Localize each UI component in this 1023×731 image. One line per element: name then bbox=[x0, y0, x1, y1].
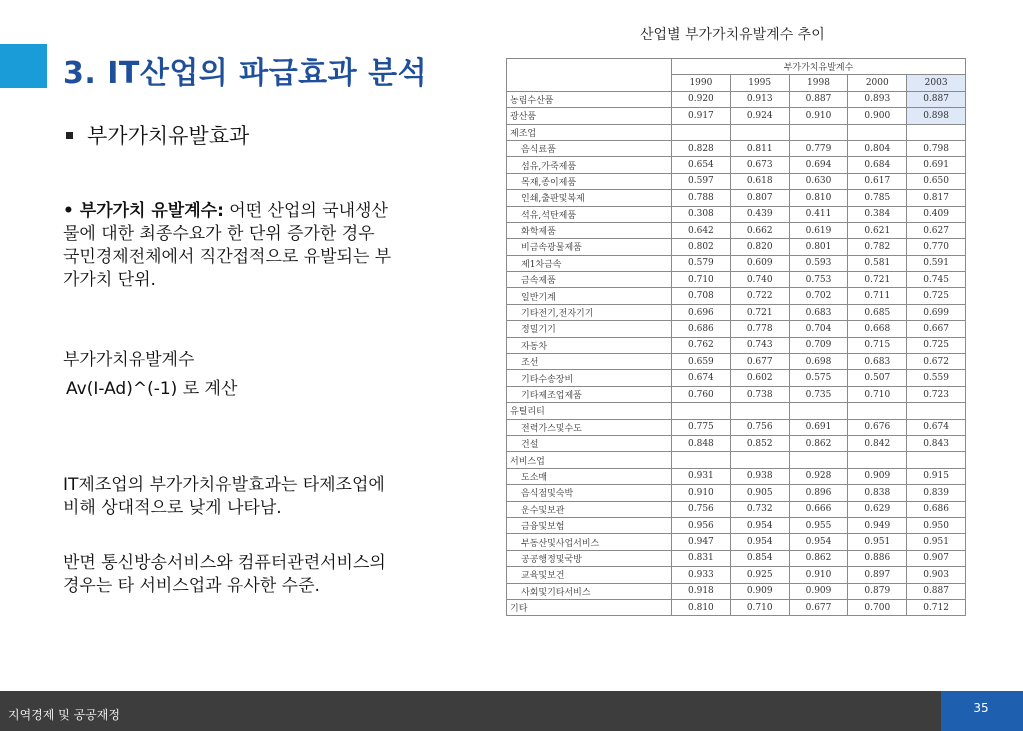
value-cell: 0.710 bbox=[672, 272, 731, 288]
value-cell: 0.673 bbox=[730, 157, 789, 173]
value-cell: 0.920 bbox=[672, 91, 731, 107]
coefficient-table bbox=[506, 58, 966, 616]
table-row bbox=[507, 485, 966, 501]
value-cell: 0.691 bbox=[907, 157, 966, 173]
value-cell: 0.677 bbox=[730, 354, 789, 370]
value-cell: 0.955 bbox=[789, 517, 848, 533]
value-cell: 0.439 bbox=[730, 206, 789, 222]
page-number: 35 bbox=[973, 701, 989, 715]
value-cell: 0.384 bbox=[848, 206, 907, 222]
value-cell: 0.709 bbox=[789, 337, 848, 353]
table-row bbox=[507, 173, 966, 189]
value-cell bbox=[848, 403, 907, 419]
value-cell: 0.621 bbox=[848, 222, 907, 238]
value-cell: 0.672 bbox=[907, 354, 966, 370]
value-cell: 0.810 bbox=[789, 190, 848, 206]
table-row bbox=[507, 337, 966, 353]
value-cell: 0.854 bbox=[730, 550, 789, 566]
value-cell: 0.735 bbox=[789, 386, 848, 402]
value-cell: 0.686 bbox=[907, 501, 966, 517]
table-row bbox=[507, 206, 966, 222]
value-cell: 0.654 bbox=[672, 157, 731, 173]
table-row bbox=[507, 550, 966, 566]
row-label: 섬유,가죽제품 bbox=[507, 157, 672, 173]
row-label: 운수및보관 bbox=[507, 501, 672, 517]
table-corner-cell bbox=[507, 59, 672, 92]
value-cell: 0.907 bbox=[907, 550, 966, 566]
value-cell: 0.949 bbox=[848, 517, 907, 533]
value-cell: 0.711 bbox=[848, 288, 907, 304]
table-row bbox=[507, 288, 966, 304]
row-label: 농림수산품 bbox=[507, 91, 672, 107]
row-label: 화학제품 bbox=[507, 222, 672, 238]
value-cell: 0.951 bbox=[848, 534, 907, 550]
value-cell: 0.732 bbox=[730, 501, 789, 517]
value-cell: 0.798 bbox=[907, 140, 966, 156]
value-cell: 0.593 bbox=[789, 255, 848, 271]
value-cell: 0.913 bbox=[730, 91, 789, 107]
value-cell: 0.804 bbox=[848, 140, 907, 156]
value-cell bbox=[789, 452, 848, 468]
value-cell: 0.712 bbox=[907, 599, 966, 615]
year-header: 1998 bbox=[789, 75, 848, 91]
value-cell: 0.409 bbox=[907, 206, 966, 222]
value-cell: 0.676 bbox=[848, 419, 907, 435]
year-header: 2000 bbox=[848, 75, 907, 91]
footer-bar bbox=[0, 691, 1023, 731]
row-label: 음식료품 bbox=[507, 140, 672, 156]
footer-text: 지역경제 및 공공재정 bbox=[8, 708, 120, 722]
value-cell: 0.618 bbox=[730, 173, 789, 189]
year-header: 1995 bbox=[730, 75, 789, 91]
value-cell: 0.782 bbox=[848, 239, 907, 255]
value-cell: 0.898 bbox=[907, 108, 966, 124]
value-cell: 0.931 bbox=[672, 468, 731, 484]
row-label: 석유,석탄제품 bbox=[507, 206, 672, 222]
value-cell: 0.917 bbox=[672, 108, 731, 124]
value-cell: 0.954 bbox=[730, 534, 789, 550]
value-cell: 0.810 bbox=[672, 599, 731, 615]
value-cell: 0.710 bbox=[730, 599, 789, 615]
row-label: 공공행정및국방 bbox=[507, 550, 672, 566]
row-label: 도소매 bbox=[507, 468, 672, 484]
value-cell: 0.811 bbox=[730, 140, 789, 156]
square-bullet-icon bbox=[66, 132, 73, 139]
table-row bbox=[507, 272, 966, 288]
value-cell: 0.630 bbox=[789, 173, 848, 189]
value-cell bbox=[672, 403, 731, 419]
table-row bbox=[507, 599, 966, 615]
value-cell: 0.887 bbox=[789, 91, 848, 107]
value-cell bbox=[730, 124, 789, 140]
value-cell: 0.950 bbox=[907, 517, 966, 533]
row-label: 기타 bbox=[507, 599, 672, 615]
table-group-header: 부가가치유발계수 bbox=[672, 59, 966, 75]
value-cell: 0.900 bbox=[848, 108, 907, 124]
value-cell: 0.775 bbox=[672, 419, 731, 435]
value-cell: 0.696 bbox=[672, 304, 731, 320]
value-cell: 0.852 bbox=[730, 435, 789, 451]
table-row bbox=[507, 222, 966, 238]
value-cell: 0.951 bbox=[907, 534, 966, 550]
table-row bbox=[507, 435, 966, 451]
table-row bbox=[507, 386, 966, 402]
value-cell: 0.597 bbox=[672, 173, 731, 189]
value-cell: 0.778 bbox=[730, 321, 789, 337]
value-cell: 0.760 bbox=[672, 386, 731, 402]
value-cell: 0.924 bbox=[730, 108, 789, 124]
row-label: 교육및보건 bbox=[507, 567, 672, 583]
value-cell: 0.411 bbox=[789, 206, 848, 222]
subheading-text: 부가가치유발효과 bbox=[87, 124, 250, 148]
value-cell: 0.905 bbox=[730, 485, 789, 501]
value-cell: 0.559 bbox=[907, 370, 966, 386]
value-cell bbox=[789, 403, 848, 419]
value-cell: 0.848 bbox=[672, 435, 731, 451]
value-cell: 0.842 bbox=[848, 435, 907, 451]
value-cell: 0.677 bbox=[789, 599, 848, 615]
row-label: 금융및보험 bbox=[507, 517, 672, 533]
row-label: 자동차 bbox=[507, 337, 672, 353]
value-cell: 0.903 bbox=[907, 567, 966, 583]
row-label: 부동산및사업서비스 bbox=[507, 534, 672, 550]
value-cell: 0.828 bbox=[672, 140, 731, 156]
value-cell: 0.807 bbox=[730, 190, 789, 206]
row-label: 목재,종이제품 bbox=[507, 173, 672, 189]
value-cell: 0.507 bbox=[848, 370, 907, 386]
table-row bbox=[507, 583, 966, 599]
value-cell: 0.897 bbox=[848, 567, 907, 583]
value-cell: 0.896 bbox=[789, 485, 848, 501]
value-cell: 0.743 bbox=[730, 337, 789, 353]
value-cell: 0.619 bbox=[789, 222, 848, 238]
value-cell bbox=[672, 452, 731, 468]
table-row bbox=[507, 567, 966, 583]
value-cell: 0.686 bbox=[672, 321, 731, 337]
value-cell: 0.662 bbox=[730, 222, 789, 238]
value-cell: 0.725 bbox=[907, 337, 966, 353]
value-cell: 0.721 bbox=[848, 272, 907, 288]
value-cell: 0.738 bbox=[730, 386, 789, 402]
value-cell: 0.838 bbox=[848, 485, 907, 501]
coefficient-table-wrap bbox=[506, 58, 966, 616]
table-group-header-row bbox=[507, 59, 966, 75]
value-cell: 0.708 bbox=[672, 288, 731, 304]
value-cell: 0.740 bbox=[730, 272, 789, 288]
row-label: 정밀기기 bbox=[507, 321, 672, 337]
table-row bbox=[507, 304, 966, 320]
value-cell: 0.910 bbox=[672, 485, 731, 501]
value-cell: 0.721 bbox=[730, 304, 789, 320]
row-label: 기타제조업제품 bbox=[507, 386, 672, 402]
value-cell: 0.893 bbox=[848, 91, 907, 107]
slide-title: 3. IT산업의 파급효과 분석 bbox=[63, 56, 428, 91]
table-row bbox=[507, 534, 966, 550]
finding-1: IT제조업의 부가가치유발효과는 타제조업에 비해 상대적으로 낮게 나타남. bbox=[63, 475, 385, 518]
value-cell bbox=[848, 124, 907, 140]
table-row bbox=[507, 157, 966, 173]
row-label: 전력가스및수도 bbox=[507, 419, 672, 435]
value-cell: 0.843 bbox=[907, 435, 966, 451]
value-cell bbox=[730, 452, 789, 468]
table-row bbox=[507, 190, 966, 206]
definition-term: • 부가가치 유발계수: bbox=[63, 201, 224, 221]
value-cell: 0.609 bbox=[730, 255, 789, 271]
value-cell: 0.779 bbox=[789, 140, 848, 156]
value-cell: 0.915 bbox=[907, 468, 966, 484]
value-cell: 0.886 bbox=[848, 550, 907, 566]
year-header-highlighted: 2003 bbox=[907, 75, 966, 91]
value-cell: 0.753 bbox=[789, 272, 848, 288]
table-caption: 산업별 부가가치유발계수 추이 bbox=[640, 27, 825, 43]
table-row bbox=[507, 354, 966, 370]
table-category-row bbox=[507, 452, 966, 468]
row-label: 제조업 bbox=[507, 124, 672, 140]
value-cell: 0.947 bbox=[672, 534, 731, 550]
value-cell: 0.820 bbox=[730, 239, 789, 255]
value-cell: 0.694 bbox=[789, 157, 848, 173]
value-cell: 0.831 bbox=[672, 550, 731, 566]
value-cell bbox=[907, 452, 966, 468]
table-row bbox=[507, 468, 966, 484]
value-cell: 0.602 bbox=[730, 370, 789, 386]
value-cell: 0.756 bbox=[672, 501, 731, 517]
row-label: 금속제품 bbox=[507, 272, 672, 288]
value-cell: 0.909 bbox=[848, 468, 907, 484]
table-category-row bbox=[507, 124, 966, 140]
value-cell: 0.691 bbox=[789, 419, 848, 435]
value-cell: 0.700 bbox=[848, 599, 907, 615]
value-cell: 0.683 bbox=[848, 354, 907, 370]
value-cell: 0.698 bbox=[789, 354, 848, 370]
value-cell: 0.674 bbox=[672, 370, 731, 386]
value-cell: 0.756 bbox=[730, 419, 789, 435]
value-cell bbox=[848, 452, 907, 468]
value-cell: 0.591 bbox=[907, 255, 966, 271]
value-cell: 0.801 bbox=[789, 239, 848, 255]
row-label: 기타전기,전자기기 bbox=[507, 304, 672, 320]
value-cell: 0.862 bbox=[789, 550, 848, 566]
table-row bbox=[507, 108, 966, 124]
value-cell bbox=[907, 124, 966, 140]
value-cell: 0.575 bbox=[789, 370, 848, 386]
value-cell: 0.715 bbox=[848, 337, 907, 353]
value-cell: 0.770 bbox=[907, 239, 966, 255]
value-cell: 0.722 bbox=[730, 288, 789, 304]
value-cell: 0.879 bbox=[848, 583, 907, 599]
row-label: 건설 bbox=[507, 435, 672, 451]
value-cell: 0.685 bbox=[848, 304, 907, 320]
row-label: 조선 bbox=[507, 354, 672, 370]
value-cell bbox=[789, 124, 848, 140]
value-cell: 0.617 bbox=[848, 173, 907, 189]
table-row bbox=[507, 239, 966, 255]
value-cell: 0.788 bbox=[672, 190, 731, 206]
value-cell: 0.925 bbox=[730, 567, 789, 583]
value-cell: 0.684 bbox=[848, 157, 907, 173]
value-cell: 0.627 bbox=[907, 222, 966, 238]
value-cell: 0.674 bbox=[907, 419, 966, 435]
finding-2: 반면 통신방송서비스와 컴퓨터관련서비스의 경우는 타 서비스업과 유사한 수준. bbox=[63, 553, 386, 596]
table-row bbox=[507, 517, 966, 533]
value-cell: 0.956 bbox=[672, 517, 731, 533]
value-cell: 0.725 bbox=[907, 288, 966, 304]
value-cell: 0.910 bbox=[789, 108, 848, 124]
table-row bbox=[507, 255, 966, 271]
row-label: 유틸리티 bbox=[507, 403, 672, 419]
table-row bbox=[507, 370, 966, 386]
value-cell: 0.704 bbox=[789, 321, 848, 337]
value-cell: 0.817 bbox=[907, 190, 966, 206]
value-cell: 0.909 bbox=[730, 583, 789, 599]
value-cell: 0.666 bbox=[789, 501, 848, 517]
value-cell: 0.909 bbox=[789, 583, 848, 599]
formula-label: 부가가치유발계수 bbox=[63, 350, 195, 370]
row-label: 일반기계 bbox=[507, 288, 672, 304]
value-cell: 0.954 bbox=[730, 517, 789, 533]
table-row bbox=[507, 321, 966, 337]
definition-paragraph bbox=[63, 200, 393, 292]
value-cell bbox=[730, 403, 789, 419]
value-cell: 0.762 bbox=[672, 337, 731, 353]
value-cell: 0.659 bbox=[672, 354, 731, 370]
row-label: 서비스업 bbox=[507, 452, 672, 468]
value-cell: 0.683 bbox=[789, 304, 848, 320]
table-row bbox=[507, 419, 966, 435]
value-cell bbox=[672, 124, 731, 140]
value-cell: 0.862 bbox=[789, 435, 848, 451]
table-row bbox=[507, 91, 966, 107]
row-label: 기타수송장비 bbox=[507, 370, 672, 386]
table-row bbox=[507, 140, 966, 156]
value-cell: 0.802 bbox=[672, 239, 731, 255]
value-cell: 0.839 bbox=[907, 485, 966, 501]
value-cell: 0.785 bbox=[848, 190, 907, 206]
value-cell: 0.887 bbox=[907, 583, 966, 599]
value-cell: 0.642 bbox=[672, 222, 731, 238]
accent-block bbox=[0, 44, 47, 88]
row-label: 제1차금속 bbox=[507, 255, 672, 271]
table-category-row bbox=[507, 403, 966, 419]
value-cell: 0.910 bbox=[789, 567, 848, 583]
value-cell: 0.938 bbox=[730, 468, 789, 484]
value-cell: 0.702 bbox=[789, 288, 848, 304]
value-cell bbox=[907, 403, 966, 419]
value-cell: 0.650 bbox=[907, 173, 966, 189]
year-header: 1990 bbox=[672, 75, 731, 91]
row-label: 사회및기타서비스 bbox=[507, 583, 672, 599]
value-cell: 0.308 bbox=[672, 206, 731, 222]
value-cell: 0.699 bbox=[907, 304, 966, 320]
value-cell: 0.581 bbox=[848, 255, 907, 271]
value-cell: 0.579 bbox=[672, 255, 731, 271]
value-cell: 0.928 bbox=[789, 468, 848, 484]
value-cell: 0.954 bbox=[789, 534, 848, 550]
subheading bbox=[66, 120, 249, 150]
value-cell: 0.668 bbox=[848, 321, 907, 337]
value-cell: 0.723 bbox=[907, 386, 966, 402]
table-row bbox=[507, 501, 966, 517]
formula-text: Av(I-Ad)^(-1) 로 계산 bbox=[66, 379, 238, 399]
value-cell: 0.667 bbox=[907, 321, 966, 337]
row-label: 비금속광물제품 bbox=[507, 239, 672, 255]
value-cell: 0.710 bbox=[848, 386, 907, 402]
value-cell: 0.933 bbox=[672, 567, 731, 583]
value-cell: 0.629 bbox=[848, 501, 907, 517]
row-label: 음식점및숙박 bbox=[507, 485, 672, 501]
row-label: 인쇄,출판및복제 bbox=[507, 190, 672, 206]
value-cell: 0.918 bbox=[672, 583, 731, 599]
value-cell: 0.745 bbox=[907, 272, 966, 288]
value-cell: 0.887 bbox=[907, 91, 966, 107]
row-label: 광산품 bbox=[507, 108, 672, 124]
definition-body: 어떤 산업의 국내생산물에 대한 최종수요가 한 단위 증가한 경우 국민경제전체에서 직간접적으로 유발되는 부가가치 단위. bbox=[63, 201, 392, 290]
